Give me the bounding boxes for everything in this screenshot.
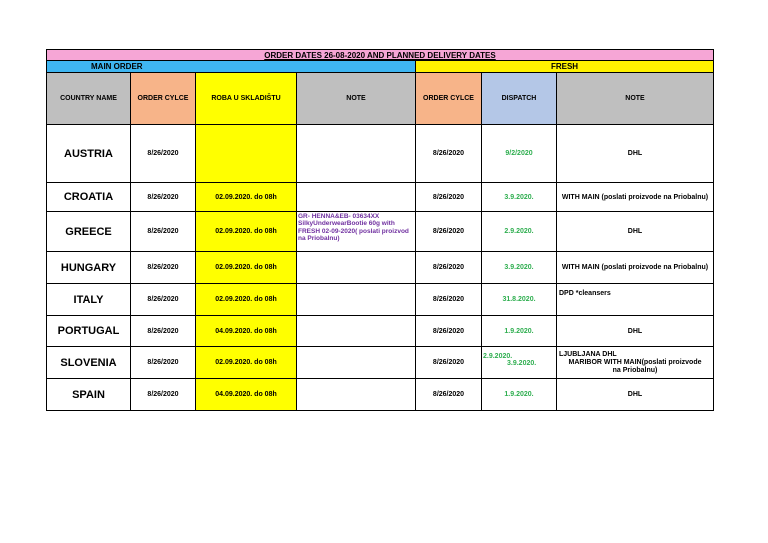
note-fresh: DHL: [557, 125, 714, 183]
header-order-cycle-fresh: ORDER CYLCE: [416, 73, 482, 125]
country-name: PORTUGAL: [46, 316, 131, 347]
dispatch-date: 31.8.2020.: [482, 284, 557, 316]
note-fresh: DPD *cleansers: [557, 284, 714, 316]
table-row: [46, 347, 714, 379]
country-name: SLOVENIA: [46, 347, 131, 379]
header-order-cycle-main: ORDER CYLCE: [131, 73, 196, 125]
order-cycle-main: 8/26/2020: [131, 379, 196, 411]
dispatch-date: 2.9.2020.: [482, 212, 557, 252]
note-fresh-line-2: MARIBOR WITH MAIN(poslati proizvode na Priobalnu): [568, 359, 702, 375]
roba-u-skladistu: 04.09.2020. do 08h: [196, 379, 297, 411]
table-row: [46, 316, 714, 347]
note-fresh: DHL: [557, 379, 714, 411]
order-cycle-main: 8/26/2020: [131, 284, 196, 316]
table-row: [46, 212, 714, 252]
order-cycle-fresh: 8/26/2020: [416, 316, 482, 347]
note-main: [297, 284, 416, 316]
sheet-title: ORDER DATES 26-08-2020 AND PLANNED DELIVERY DATES: [46, 49, 714, 61]
header-note-fresh: NOTE: [557, 73, 714, 125]
dispatch-date: 3.9.2020.: [482, 183, 557, 212]
order-cycle-main: 8/26/2020: [131, 347, 196, 379]
header-country: COUNTRY NAME: [46, 73, 131, 125]
note-main: GR- HENNA&EB- 03634XX SilkyUnderwearBootie 60g with FRESH 02-09-2020( poslati proizvod na Priobalnu): [297, 212, 416, 252]
note-fresh: WITH MAIN (poslati proizvode na Priobalnu): [557, 183, 714, 212]
note-main: [297, 252, 416, 284]
order-cycle-fresh: 8/26/2020: [416, 284, 482, 316]
note-fresh-line-1: LJUBLJANA DHL: [559, 351, 617, 358]
dispatch-date-1: 2.9.2020.: [483, 353, 513, 360]
order-cycle-fresh: 8/26/2020: [416, 125, 482, 183]
table-row: [46, 284, 714, 316]
note-fresh: DHL: [557, 212, 714, 252]
dispatch-date: 3.9.2020.: [482, 252, 557, 284]
roba-u-skladistu: 02.09.2020. do 08h: [196, 212, 297, 252]
order-cycle-fresh: 8/26/2020: [416, 212, 482, 252]
dispatch-date: 1.9.2020.: [482, 316, 557, 347]
roba-u-skladistu: 02.09.2020. do 08h: [196, 183, 297, 212]
roba-u-skladistu: [196, 125, 297, 183]
country-name: SPAIN: [46, 379, 131, 411]
note-fresh: DHL: [557, 316, 714, 347]
order-cycle-fresh: 8/26/2020: [416, 252, 482, 284]
table-row: [46, 379, 714, 411]
note-main: [297, 183, 416, 212]
note-main: [297, 347, 416, 379]
dispatch-date: [482, 347, 557, 379]
order-cycle-main: 8/26/2020: [131, 125, 196, 183]
order-cycle-main: 8/26/2020: [131, 316, 196, 347]
country-name: CROATIA: [46, 183, 131, 212]
section-fresh: FRESH: [416, 61, 714, 73]
roba-u-skladistu: 04.09.2020. do 08h: [196, 316, 297, 347]
table-row: [46, 183, 714, 212]
roba-u-skladistu: 02.09.2020. do 08h: [196, 347, 297, 379]
table-row: [46, 252, 714, 284]
country-name: HUNGARY: [46, 252, 131, 284]
roba-u-skladistu: 02.09.2020. do 08h: [196, 252, 297, 284]
table-row: [46, 125, 714, 183]
order-cycle-main: 8/26/2020: [131, 183, 196, 212]
note-main: [297, 316, 416, 347]
order-cycle-fresh: 8/26/2020: [416, 183, 482, 212]
note-fresh: WITH MAIN (poslati proizvode na Priobalnu): [557, 252, 714, 284]
country-name: AUSTRIA: [46, 125, 131, 183]
order-cycle-fresh: 8/26/2020: [416, 347, 482, 379]
header-roba: ROBA U SKLADIŠTU: [196, 73, 297, 125]
order-cycle-main: 8/26/2020: [131, 252, 196, 284]
country-name: GREECE: [46, 212, 131, 252]
header-dispatch: DISPATCH: [482, 73, 557, 125]
note-main: [297, 379, 416, 411]
note-fresh: [557, 347, 714, 379]
roba-u-skladistu: 02.09.2020. do 08h: [196, 284, 297, 316]
dispatch-date: 1.9.2020.: [482, 379, 557, 411]
order-cycle-fresh: 8/26/2020: [416, 379, 482, 411]
header-note-main: NOTE: [297, 73, 416, 125]
section-row: [46, 61, 714, 73]
order-cycle-main: 8/26/2020: [131, 212, 196, 252]
note-main: [297, 125, 416, 183]
header-row: [46, 73, 714, 125]
section-main-order: MAIN ORDER: [46, 61, 416, 73]
dispatch-date: 9/2/2020: [482, 125, 557, 183]
title-row: [46, 49, 714, 61]
dispatch-date-2: 3.9.2020.: [507, 360, 537, 367]
country-name: ITALY: [46, 284, 131, 316]
